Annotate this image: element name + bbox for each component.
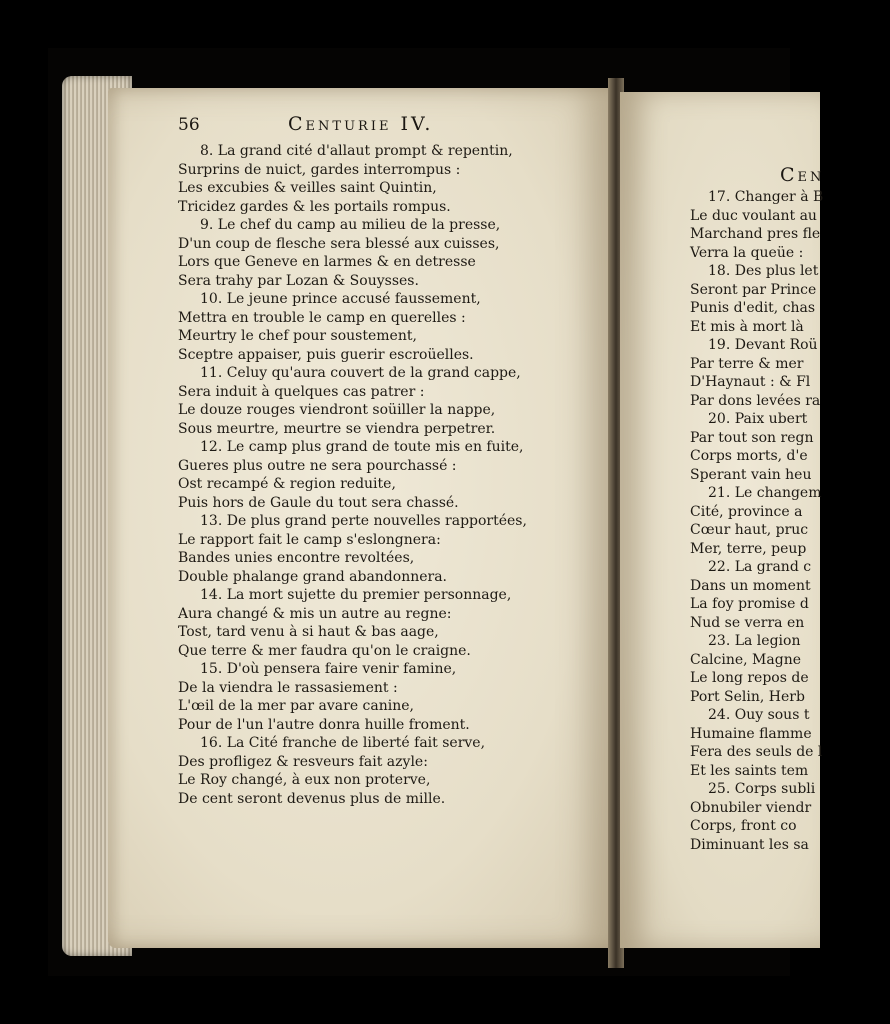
verse-line: Fera des seuls de l bbox=[690, 744, 823, 760]
right-running-head: Cen bbox=[780, 164, 825, 186]
verse-line: Obnubiler viendr bbox=[690, 799, 812, 816]
verse-line: D'Haynaut : & Fl bbox=[690, 374, 811, 390]
verse-line: Double phalange grand abandonnera. bbox=[178, 568, 448, 585]
verse-line: Par tout son regn bbox=[690, 429, 814, 446]
verse-line: Par dons levées ra bbox=[690, 392, 821, 409]
verse-line: Lors que Geneve en larmes & en detresse bbox=[178, 254, 476, 270]
verse-line: Aura changé & mis un autre au regne: bbox=[178, 605, 452, 622]
verse-line: Gueres plus outre ne sera pourchassé : bbox=[178, 457, 457, 474]
verse-line: Le Roy changé, à eux non proterve, bbox=[178, 772, 431, 788]
right-verse-block bbox=[690, 188, 890, 854]
verse-line: Le long repos de bbox=[690, 670, 809, 686]
verse-line: 24. Ouy sous t bbox=[708, 707, 810, 723]
verse-line: Des profligez & resveurs fait azyle: bbox=[178, 753, 428, 770]
verse-line: Surprins de nuict, gardes interrompus : bbox=[178, 161, 461, 178]
running-head: Centurie IV. bbox=[288, 113, 434, 135]
verse-line: 17. Changer à B bbox=[708, 189, 824, 205]
verse-line: Mer, terre, peup bbox=[690, 540, 807, 557]
verse-line: Les excubies & veilles saint Quintin, bbox=[178, 180, 437, 196]
verse-line: 10. Le jeune prince accusé faussement, bbox=[200, 291, 481, 307]
verse-line: Sceptre appaiser, puis guerir escroüelles. bbox=[178, 346, 474, 363]
verse-line: L'œil de la mer par avare canine, bbox=[178, 698, 414, 714]
verse-line: Le douze rouges viendront soüiller la nappe, bbox=[178, 402, 496, 418]
verse-line: Sera trahy par Lozan & Souysses. bbox=[178, 272, 419, 289]
verse-line: Seront par Prince bbox=[690, 281, 817, 298]
verse-line: Et les saints tem bbox=[690, 762, 809, 779]
verse-line: Port Selin, Herb bbox=[690, 688, 805, 705]
verse-line: 9. Le chef du camp au milieu de la presse, bbox=[200, 217, 501, 233]
left-verse-block bbox=[178, 142, 578, 808]
verse-line: Tricidez gardes & les portails rompus. bbox=[178, 198, 451, 215]
verse-line: 25. Corps subli bbox=[708, 781, 816, 797]
verse-line: 18. Des plus let bbox=[708, 263, 819, 279]
verse-line: Meurtry le chef pour soustement, bbox=[178, 328, 417, 344]
verse-line: 14. La mort sujette du premier personnage, bbox=[200, 587, 512, 603]
verse-line: De la viendra le rassasiement : bbox=[178, 679, 398, 696]
verse-line: Humaine flamme bbox=[690, 725, 812, 742]
verse-line: Marchand pres fle bbox=[690, 226, 821, 242]
verse-line: Puis hors de Gaule du tout sera chassé. bbox=[178, 494, 459, 511]
verse-line: Le rapport fait le camp s'eslongnera: bbox=[178, 531, 441, 548]
verse-line: 20. Paix ubert bbox=[708, 411, 808, 427]
verse-line: 19. Devant Roü bbox=[708, 337, 818, 353]
page-number: 56 bbox=[178, 115, 200, 135]
verse-line: Et mis à mort là bbox=[690, 318, 804, 335]
verse-line: Tost, tard venu à si haut & bas aage, bbox=[178, 624, 439, 640]
verse-line: 13. De plus grand perte nouvelles rapportées, bbox=[200, 513, 527, 529]
verse-line: 12. Le camp plus grand de toute mis en fuite, bbox=[200, 439, 524, 455]
verse-line: 11. Celuy qu'aura couvert de la grand cappe, bbox=[200, 365, 521, 381]
verse-line: Nud se verra en bbox=[690, 614, 805, 631]
verse-line: Cœur haut, pruc bbox=[690, 522, 809, 538]
verse-line: Le duc voulant au bbox=[690, 207, 817, 224]
verse-line: 16. La Cité franche de liberté fait serve, bbox=[200, 735, 486, 751]
verse-line: Bandes unies encontre revoltées, bbox=[178, 550, 415, 566]
verse-line: Sous meurtre, meurtre se viendra perpetrer. bbox=[178, 420, 496, 437]
verse-line: Cité, province a bbox=[690, 503, 803, 520]
verse-line: 15. D'où pensera faire venir famine, bbox=[200, 661, 457, 677]
verse-line: Diminuant les sa bbox=[690, 836, 809, 853]
verse-line: Calcine, Magne bbox=[690, 651, 802, 668]
right-page bbox=[620, 92, 825, 948]
verse-line: Punis d'edit, chas bbox=[690, 300, 816, 316]
verse-line: Dans un moment bbox=[690, 577, 811, 594]
verse-line: 8. La grand cité d'allaut prompt & repentin, bbox=[200, 143, 513, 159]
verse-line: Sera induit à quelques cas patrer : bbox=[178, 383, 425, 400]
verse-line: Que terre & mer faudra qu'on le craigne. bbox=[178, 642, 471, 659]
verse-line: Verra la queüe : bbox=[690, 244, 804, 261]
verse-line: 22. La grand c bbox=[708, 559, 812, 575]
verse-line: De cent seront devenus plus de mille. bbox=[178, 790, 446, 807]
verse-line: Par terre & mer bbox=[690, 355, 804, 372]
verse-line: Sperant vain heu bbox=[690, 466, 812, 483]
verse-line: Ost recampé & region reduite, bbox=[178, 476, 396, 492]
verse-line: D'un coup de flesche sera blessé aux cuisses, bbox=[178, 235, 500, 252]
verse-line: Pour de l'un l'autre donra huille froment. bbox=[178, 716, 470, 733]
verse-line: 23. La legion bbox=[708, 633, 801, 649]
left-page-header bbox=[178, 115, 558, 141]
verse-line: La foy promise d bbox=[690, 596, 809, 612]
verse-line: Corps morts, d'e bbox=[690, 448, 808, 464]
verse-line: Mettra en trouble le camp en querelles : bbox=[178, 309, 466, 326]
verse-line: 21. Le changem bbox=[708, 485, 822, 501]
verse-line: Corps, front co bbox=[690, 818, 797, 834]
